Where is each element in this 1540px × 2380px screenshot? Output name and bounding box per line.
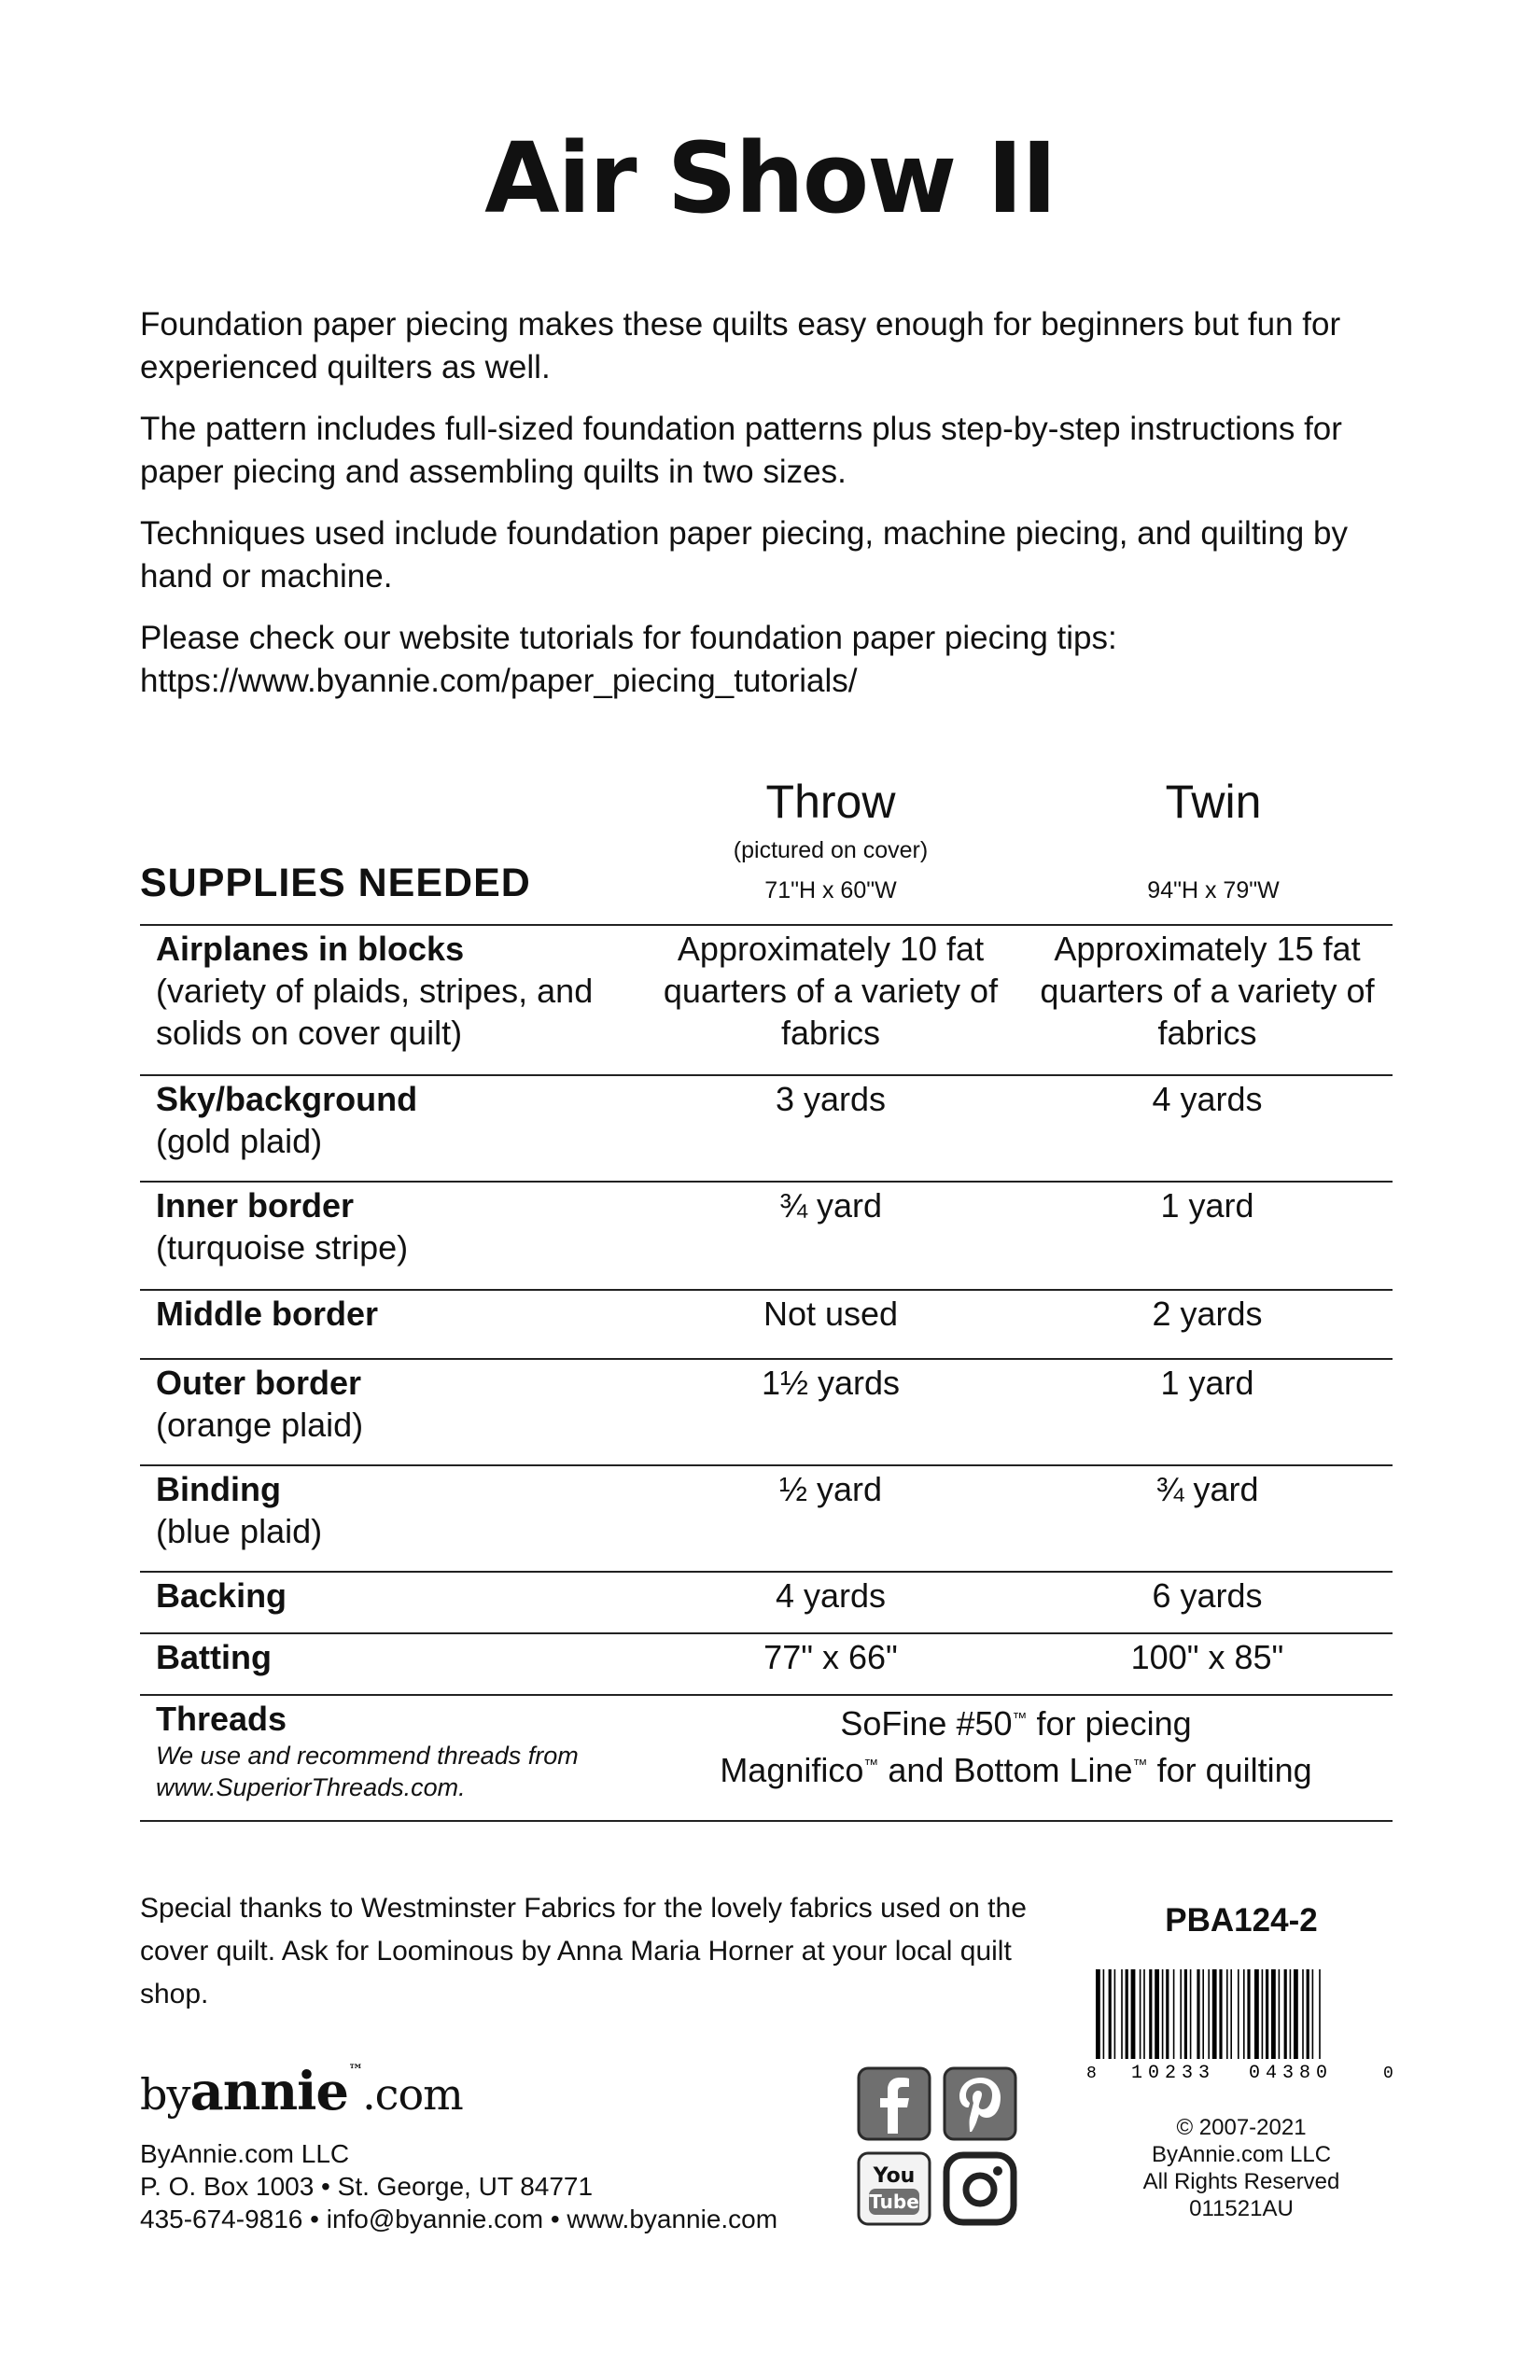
- throw-note: (pictured on cover): [733, 837, 929, 863]
- page-title: Air Show II: [484, 121, 1056, 235]
- twin-size: 94"H x 79"W: [1147, 877, 1280, 903]
- item-detail: (variety of plaids, stripes, and solids on cover quilt): [156, 972, 594, 1052]
- barcode-bar: [1294, 1969, 1298, 2059]
- copyright-line: 011521AU: [1189, 2196, 1294, 2221]
- item-name: Batting: [156, 1638, 272, 1676]
- barcode-bar: [1212, 1969, 1217, 2059]
- twin-value: 1 yard: [1160, 1186, 1254, 1225]
- barcode-bar: [1230, 1969, 1232, 2059]
- barcode-bar: [1238, 1969, 1239, 2059]
- throw-value: ½ yard: [778, 1470, 883, 1508]
- barcode-bar: [1166, 1969, 1169, 2059]
- barcode-bar: [1190, 1969, 1192, 2059]
- copyright-line: © 2007-2021: [1176, 2115, 1307, 2140]
- barcode-bar: [1219, 1969, 1222, 2059]
- item-cell: [140, 1575, 639, 1632]
- barcode-bar: [1247, 1969, 1250, 2059]
- threads-value: [639, 1698, 1393, 1820]
- barcode-bar: [1319, 1969, 1321, 2059]
- youtube-icon[interactable]: [857, 2151, 931, 2226]
- table-row: [140, 1360, 1393, 1466]
- throw-value: Not used: [763, 1295, 899, 1333]
- barcode-bar: [1140, 1969, 1141, 2059]
- supplies-table: [140, 924, 1393, 1822]
- barcode-bar: [1173, 1969, 1175, 2059]
- item-detail: (turquoise stripe): [156, 1228, 409, 1267]
- barcode-bar: [1284, 1969, 1287, 2059]
- item-name: Binding: [156, 1470, 281, 1508]
- barcode-bar: [1312, 1969, 1314, 2059]
- threads-line-2: Magnifico™ and Bottom Line™ for quilting: [720, 1751, 1312, 1789]
- youtube-label-top: You: [873, 2164, 916, 2188]
- supplies-heading: SUPPLIES NEEDED: [140, 861, 531, 905]
- throw-value: 3 yards: [775, 1080, 887, 1118]
- barcode-bar: [1302, 1969, 1304, 2059]
- table-row: [140, 1696, 1393, 1822]
- barcode-bar: [1143, 1969, 1145, 2059]
- barcode-bar: [1131, 1969, 1136, 2059]
- barcode-bar: [1197, 1969, 1199, 2059]
- table-row: [140, 926, 1393, 1076]
- twin-value: ¾ yard: [1155, 1470, 1259, 1508]
- barcode-bar: [1162, 1969, 1164, 2059]
- item-name: Middle border: [156, 1295, 379, 1333]
- item-cell: [140, 1636, 639, 1694]
- barcode-bar: [1226, 1969, 1228, 2059]
- item-cell: [140, 928, 639, 1074]
- barcode-bar: [1149, 1969, 1152, 2059]
- item-cell: [140, 1362, 639, 1464]
- twin-value: 6 yards: [1152, 1576, 1263, 1615]
- item-name: Airplanes in blocks: [156, 930, 465, 968]
- table-row: [140, 1466, 1393, 1573]
- item-detail: (blue plaid): [156, 1512, 323, 1550]
- throw-value: 1½ yards: [761, 1364, 901, 1402]
- byannie-logo: byannie™.com: [140, 2061, 463, 2122]
- barcode-bar: [1279, 1969, 1281, 2059]
- facebook-icon[interactable]: [857, 2066, 931, 2141]
- pinterest-icon[interactable]: [943, 2066, 1017, 2141]
- table-row: [140, 1183, 1393, 1291]
- barcode-bar: [1109, 1969, 1112, 2059]
- table-row: [140, 1291, 1393, 1360]
- throw-value: ¾ yard: [778, 1186, 883, 1225]
- item-name: Backing: [156, 1576, 287, 1615]
- intro-paragraph: The pattern includes full-sized foundation patterns plus step-by-step instructions for paper piecing and assembling quilts in two sizes.: [140, 411, 1342, 490]
- product-code: PBA124-2: [1165, 1902, 1318, 1939]
- company-contact: 435-674-9816 • info@byannie.com • www.byannie.com: [140, 2205, 778, 2233]
- throw-size: 71"H x 60"W: [764, 877, 897, 903]
- barcode-bar: [1103, 1969, 1105, 2059]
- throw-value: 4 yards: [775, 1576, 887, 1615]
- throw-heading: Throw: [765, 776, 896, 828]
- barcode-bar: [1290, 1969, 1292, 2059]
- barcode-digit: 0: [1383, 2065, 1393, 2081]
- item-cell: [140, 1468, 639, 1571]
- item-name: Outer border: [156, 1364, 362, 1402]
- item-detail: We use and recommend threads from www.SuperiorThreads.com.: [156, 1742, 579, 1801]
- throw-value: Approximately 10 fat quarters of a variety of fabrics: [663, 930, 999, 1052]
- item-cell: [140, 1698, 639, 1820]
- table-row: [140, 1076, 1393, 1183]
- item-detail: (orange plaid): [156, 1406, 364, 1444]
- barcode-bar: [1114, 1969, 1116, 2059]
- item-detail: (gold plaid): [156, 1122, 323, 1160]
- barcode-bar: [1180, 1969, 1182, 2059]
- item-name: Sky/background: [156, 1080, 418, 1118]
- company-address: P. O. Box 1003 • St. George, UT 84771: [140, 2172, 594, 2201]
- intro-paragraph: Techniques used include foundation paper piecing, machine piecing, and quilting by hand or machine.: [140, 515, 1348, 595]
- barcode-bar: [1266, 1969, 1268, 2059]
- barcode-bar: [1096, 1969, 1100, 2059]
- table-row: [140, 1634, 1393, 1696]
- item-cell: [140, 1078, 639, 1181]
- twin-value: 100" x 85": [1130, 1638, 1284, 1676]
- copyright-block: [1083, 2114, 1400, 2222]
- barcode-bar: [1262, 1969, 1264, 2059]
- barcode-bar: [1202, 1969, 1204, 2059]
- intro-text: [140, 303, 1400, 721]
- item-name: Inner border: [156, 1186, 355, 1225]
- barcode-digit: 10233: [1131, 2063, 1216, 2081]
- twin-value: 1 yard: [1160, 1364, 1254, 1402]
- copyright-line: All Rights Reserved: [1142, 2169, 1340, 2194]
- item-cell: [140, 1184, 639, 1289]
- throw-value: 77" x 66": [763, 1638, 898, 1676]
- twin-value: 4 yards: [1152, 1080, 1263, 1118]
- barcode-bar: [1184, 1969, 1187, 2059]
- twin-heading: Twin: [1165, 776, 1262, 828]
- intro-paragraph: Foundation paper piecing makes these quilts easy enough for beginners but fun for experienced quilters as well.: [140, 306, 1341, 385]
- barcode-bar: [1254, 1969, 1259, 2059]
- thanks-note: Special thanks to Westminster Fabrics for the lovely fabrics used on the cover quilt. Ask for Loominous by Anna Maria Horner at your local quilt shop.: [140, 1893, 1027, 2009]
- twin-value: 2 yards: [1152, 1295, 1263, 1333]
- intro-paragraph: Please check our website tutorials for foundation paper piecing tips: https://www.byannie.com/paper_piecing_tutorials/: [140, 620, 1117, 699]
- barcode-bar: [1307, 1969, 1309, 2059]
- instagram-icon[interactable]: [943, 2151, 1017, 2226]
- barcode-digit: 8: [1086, 2065, 1097, 2081]
- table-row: [140, 1573, 1393, 1634]
- barcode: [1083, 1969, 1400, 2081]
- barcode-bar: [1126, 1969, 1128, 2059]
- barcode-bar: [1155, 1969, 1159, 2059]
- barcode-digit: 04380: [1249, 2063, 1334, 2081]
- threads-line-1: SoFine #50™ for piecing: [840, 1704, 1192, 1743]
- youtube-label-bottom: Tube: [869, 2191, 919, 2213]
- barcode-bar: [1121, 1969, 1123, 2059]
- barcode-bar: [1208, 1969, 1210, 2059]
- twin-value: Approximately 15 fat quarters of a variety of fabrics: [1040, 930, 1375, 1052]
- item-name: Threads: [156, 1700, 287, 1738]
- barcode-bar: [1243, 1969, 1245, 2059]
- barcode-bar: [1271, 1969, 1276, 2059]
- item-cell: [140, 1293, 639, 1358]
- company-name: ByAnnie.com LLC: [140, 2139, 350, 2168]
- copyright-line: ByAnnie.com LLC: [1151, 2142, 1332, 2167]
- company-info: [140, 2137, 777, 2235]
